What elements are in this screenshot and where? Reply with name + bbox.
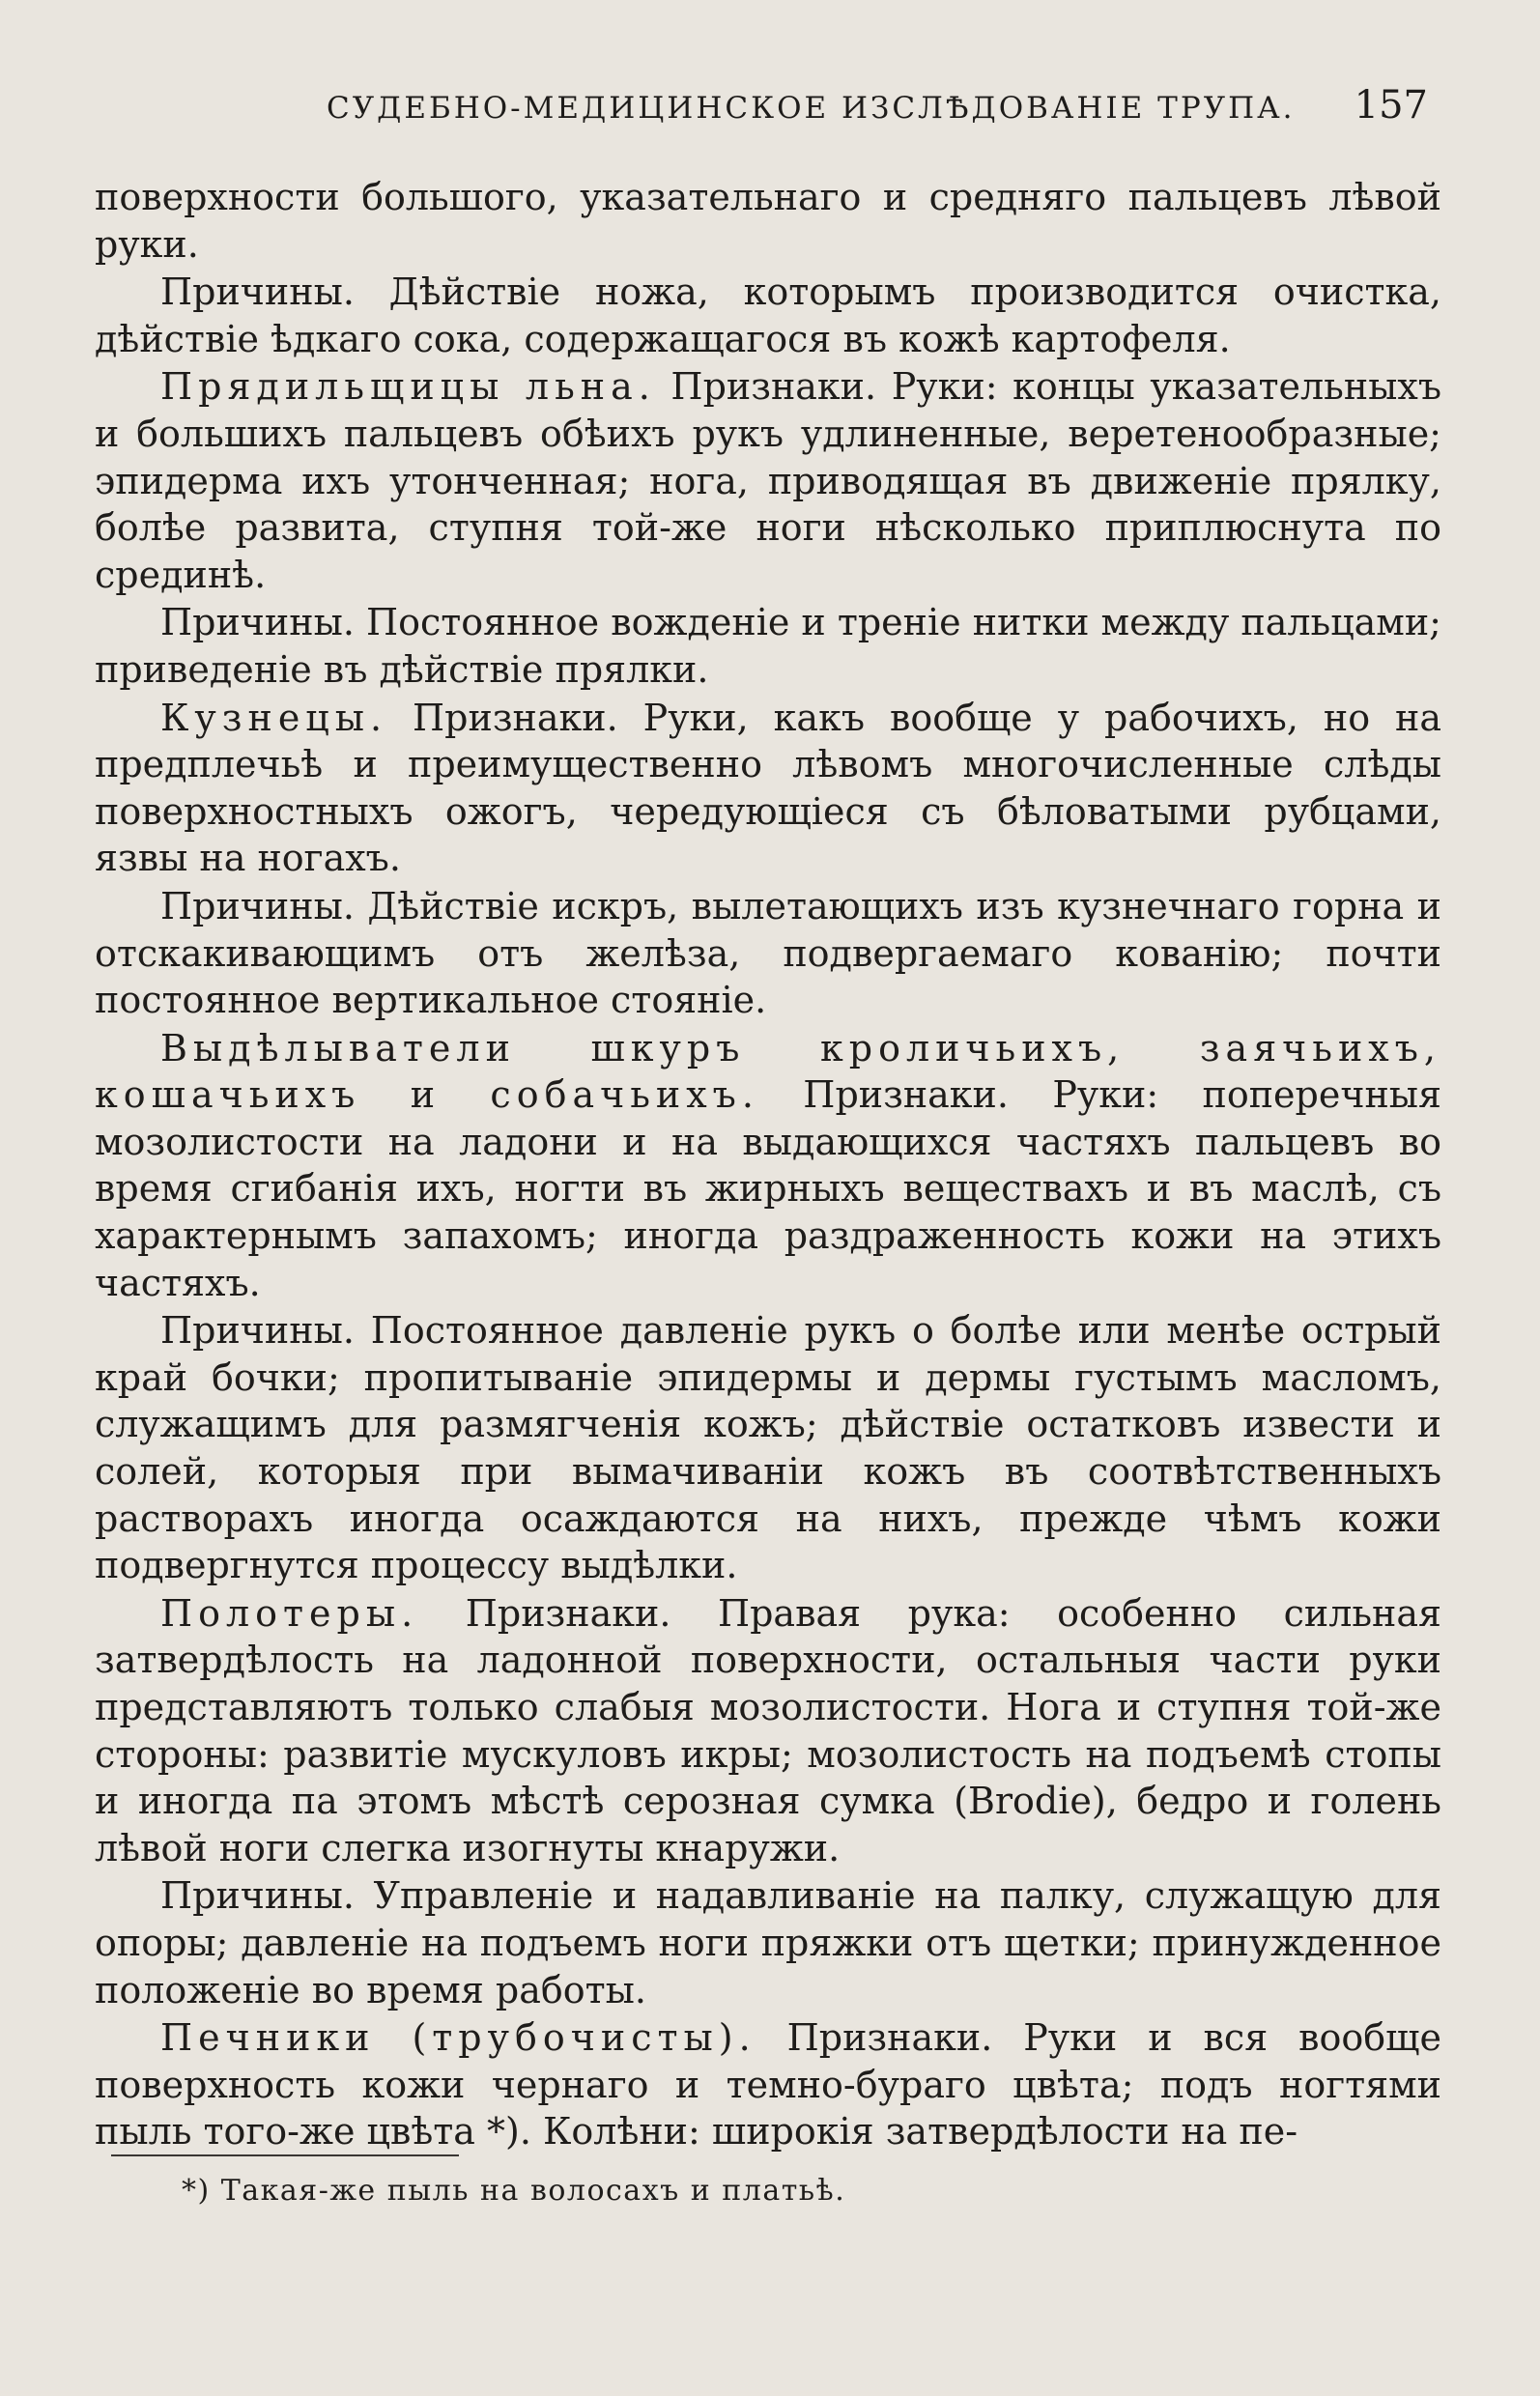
paragraph — [95, 174, 1441, 268]
paragraph — [95, 1872, 1441, 2013]
paragraph-text: Причины. Постоянное вожденіе и треніе нитки между пальцами; приведеніе въ дѣйствіе прялки. — [95, 601, 1441, 691]
page-number: 157 — [1354, 83, 1428, 128]
body-text — [95, 174, 1441, 2155]
paragraph-text: Признаки. Правая рука: особенно сильная затвердѣлость на ладонной поверхности, остальныя части руки представляютъ только слабыя мозолистости. Нога и ступня той-же стороны: развитіе мускуловъ икры; мозолистость на подъемѣ стопы и иногда па этомъ мѣстѣ серозная сумка (Brodie), бедро и голень лѣвой ноги слегка изогнуты кнаружи. — [95, 1591, 1441, 1869]
paragraph-text: поверхности большого, указательнаго и средняго пальцевъ лѣвой руки. — [95, 176, 1441, 266]
paragraph — [95, 269, 1441, 362]
paragraph — [95, 599, 1441, 693]
paragraph-text: Причины. Дѣйствіе искръ, вылетающихъ изъ кузнечнаго горна и отскакивающимъ отъ желѣза, подвергаемаго кованію; почти постоянное вертикальное стояніе. — [95, 884, 1441, 1022]
paragraph — [95, 363, 1441, 598]
paragraph — [95, 695, 1441, 882]
paragraph-text: Причины. Постоянное давленіе рукъ о болѣе или менѣе острый край бочки; пропитываніе эпидермы и дермы густымъ масломъ, служащимъ для размягченія кожъ; дѣйствіе остатковъ извести и солей, которыя при вымачиваніи кожъ въ соотвѣтственныхъ растворахъ иногда осаждаются на нихъ, прежде чѣмъ кожи подвергнутся процессу выдѣлки. — [95, 1309, 1441, 1587]
paragraph-text: Причины. Дѣйствіе ножа, которымъ производится очистка, дѣйствіе ѣдкаго сока, содержащагося въ кожѣ картофеля. — [95, 271, 1441, 360]
section-heading: Печники (трубочисты). — [160, 2016, 756, 2060]
section-heading: Полотеры. — [160, 1591, 419, 1635]
paragraph-text: Признаки. Руки: концы указательныхъ и большихъ пальцевъ обѣихъ рукъ удлиненные, веретенообразные; эпидерма ихъ утонченная; нога, приводящая въ движеніе прялку, болѣе развита, ступня той-же ноги нѣсколько приплюснута по срединѣ. — [95, 365, 1442, 596]
paragraph-text: Признаки. Руки: поперечныя мозолистости на ладони и на выдающихся частяхъ пальцевъ во время сгибанія ихъ, ногти въ жирныхъ веществахъ и въ маслѣ, съ характернымъ запахомъ; иногда раздраженность кожи на этихъ частяхъ. — [95, 1073, 1441, 1304]
paragraph — [95, 1307, 1441, 1589]
paragraph — [95, 883, 1441, 1024]
paragraph-text: Причины. Управленіе и надавливаніе на палку, служащую для опоры; давленіе на подъемъ ноги пряжки отъ щетки; принужденное положеніе во время работы. — [95, 1874, 1441, 2011]
paragraph-text: Признаки. Руки, какъ вообще у рабочихъ, но на предплечьѣ и преимущественно лѣвомъ многочисленные слѣды поверхностныхъ ожогъ, чередующіеся съ бѣловатыми рубцами, язвы на ногахъ. — [95, 696, 1441, 880]
running-title: СУДЕБНО-МЕДИЦИНСКОЕ ИЗСЛѢДОВАНІЕ ТРУПА. — [327, 91, 1296, 126]
paragraph — [95, 1590, 1441, 1872]
paragraph — [95, 1025, 1441, 1307]
footnote: *) Такая-же пыль на волосахъ и платьѣ. — [182, 2174, 846, 2208]
page-header — [97, 81, 1440, 139]
section-heading: Выдѣлыватели шкуръ кроличьихъ, заячьихъ, кошачьихъ и собачьихъ. — [95, 1026, 1441, 1117]
section-heading: Кузнецы. — [160, 696, 388, 739]
paragraph — [95, 2014, 1441, 2155]
section-heading: Прядильщицы льна. — [160, 365, 656, 409]
footnote-divider — [111, 2154, 459, 2156]
paragraph-text: Признаки. Руки и вся вообще поверхность кожи чернаго и темно-бураго цвѣта; подъ ногтями пыль того-же цвѣта *). Колѣни: широкія затвердѣлости на пе- — [95, 2016, 1441, 2154]
